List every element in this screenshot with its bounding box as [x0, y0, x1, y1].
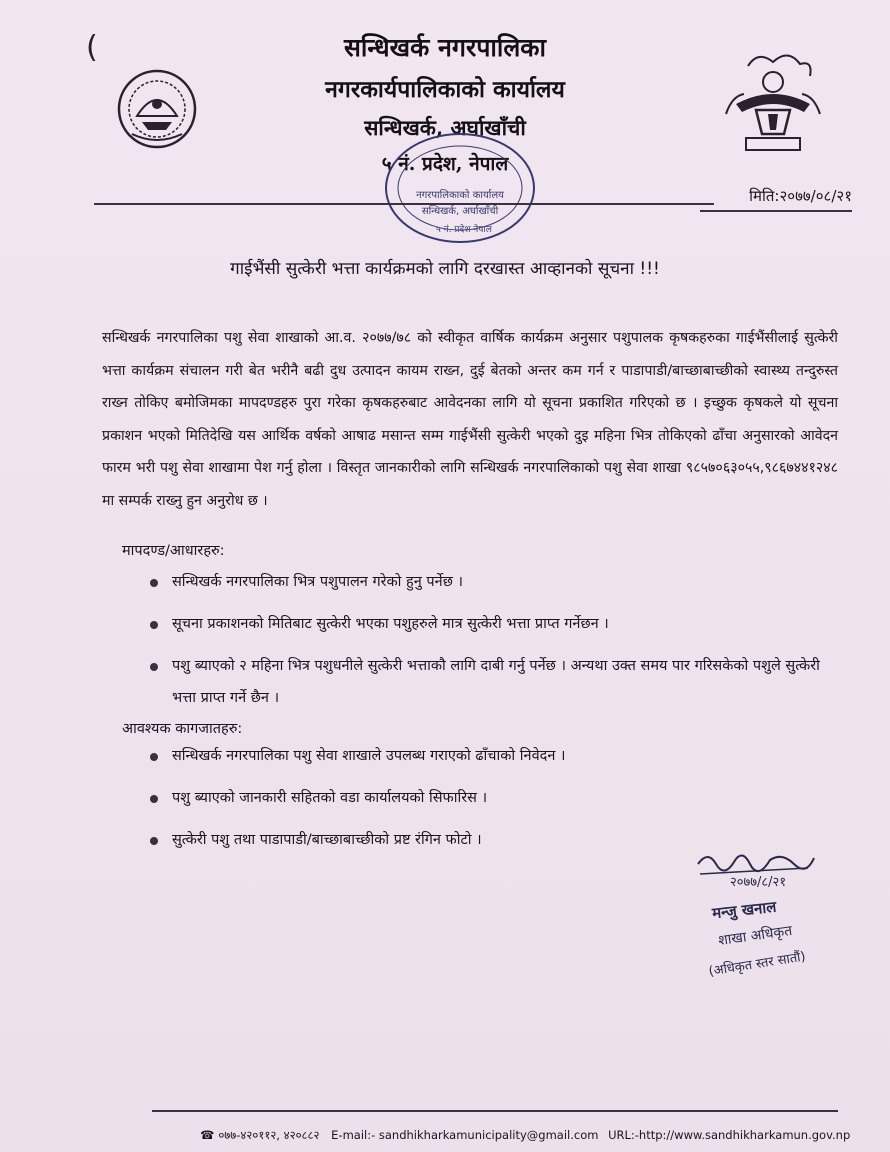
- phone-icon: ☎: [200, 1128, 215, 1142]
- bullet-icon: [150, 837, 158, 845]
- footer-url: URL:-http://www.sandhikharkamun.gov.np: [608, 1128, 851, 1142]
- bullet-icon: [150, 621, 158, 629]
- bullet-icon: [150, 753, 158, 761]
- footer-phone: ०७७-४२०११२, ४२०८८२: [218, 1128, 320, 1142]
- stamp-text-line1: नगरपालिकाको कार्यालय: [416, 190, 504, 201]
- office-province: ५ नं. प्रदेश, नेपाल: [381, 153, 509, 175]
- bracket-mark: (: [86, 30, 98, 65]
- notice-body: सन्धिखर्क नगरपालिका पशु सेवा शाखाको आ.व. २०७७/७८ को स्वीकृत वार्षिक कार्यक्रम अनुसार पशुपालक कृषकहरुका गाईभैंसीलाई सुत्केरी भत्ता कार्यक्रम संचालन गरी बेत भरीनै बढी दुध उत्पादन कायम राख्न, दुई बेतको अन्तर कम गर्न र पाडापाडी/बाच्छाबाच्छीको स्वास्थ्य तन्दुरुस्त राख्न तोकिए बमोजिमका मापदण्डहरु पुरा गरेका कृषकहरुबाट आवेदनका लागि यो सूचना प्रकाशित गरिएको छ । इच्छुक कृषकले यो सूचना प्रकाशन भएको मितिदेखि यस आर्थिक वर्षको आषाढ मसान्त सम्म गाईभैंसी सुत्केरी भएको दुइ महिना भित्र तोकिएको ढाँचा अनुसारको आवेदन फारम भरी पशु सेवा शाखामा पेश गर्नु होला । विस्तृत जानकारीको लागि सन्धिखर्क नगरपालिकाको पशु सेवा शाखा ९८५७०६३०५५,९८६७४४१२४८ मा सम्पर्क राख्नु हुन अनुरोध छ ।: [102, 330, 838, 509]
- list-item: सूचना प्रकाशनको मितिबाट सुत्केरी भएका पशुहरुले मात्र सुत्केरी भत्ता प्राप्त गर्नेछन ।: [150, 608, 840, 640]
- list-item: सन्धिखर्क नगरपालिका भित्र पशुपालन गरेको हुनु पर्नेछ ।: [150, 566, 840, 598]
- signatory-rank: (अधिकृत स्तर सातौं): [707, 949, 807, 980]
- list-item: पशु ब्याएको २ महिना भित्र पशुधनीले सुत्केरी भत्ताकौ लागि दाबी गर्नु पर्नेछ । अन्यथा उक्त समय पार गरिसकेको पशुले सुत्केरी भत्ता प्राप्त गर्ने छैन ।: [150, 650, 840, 714]
- footer-rule: [152, 1110, 838, 1112]
- list-item: सुत्केरी पशु तथा पाडापाडी/बाच्छाबाच्छीको प्रष्ट रंगिन फोटो ।: [150, 824, 840, 856]
- footer-email: E-mail:- sandhikharkamunicipality@gmail.com: [331, 1128, 599, 1142]
- header-rule: [94, 203, 714, 205]
- office-location: सन्धिखर्क, अर्घाखाँची: [364, 115, 526, 140]
- list-item: सन्धिखर्क नगरपालिका पशु सेवा शाखाले उपलब्ध गराएको ढाँचाको निवेदन ।: [150, 740, 840, 772]
- criteria-list: [150, 566, 840, 714]
- signature-date: २०७७/८/२१: [730, 875, 787, 890]
- office-stamp-icon: [380, 128, 540, 248]
- office-name: नगरकार्यपालिकाको कार्यालय: [325, 76, 565, 103]
- letter-date: मिति:२०७७/०८/२१: [749, 187, 852, 205]
- footer-contact: [200, 1128, 850, 1143]
- documents-heading: आवश्यक कागजातहरु:: [122, 721, 243, 737]
- municipality-name: सन्धिखर्क नगरपालिका: [344, 33, 546, 62]
- criteria-heading: मापदण्ड/आधारहरु:: [122, 543, 225, 559]
- signatory-title: शाखा अधिकृत: [717, 922, 794, 950]
- notice-subject: गाईभैंसी सुत्केरी भत्ता कार्यक्रमको लागि दरखास्त आव्हानको सूचना !!!: [230, 259, 660, 279]
- bullet-icon: [150, 579, 158, 587]
- signatory-name: मन्जु खनाल: [711, 897, 778, 923]
- list-item: पशु ब्याएको जानकारी सहितको वडा कार्यालयको सिफारिस ।: [150, 782, 840, 814]
- bullet-icon: [150, 795, 158, 803]
- documents-list: [150, 740, 840, 856]
- stamp-text-line2: सन्धिखर्क, अर्घाखाँची: [421, 206, 499, 217]
- stamp-text-line3: ५ नं. प्रदेश नेपाल: [436, 225, 492, 235]
- date-rule: [700, 210, 852, 212]
- bullet-icon: [150, 663, 158, 671]
